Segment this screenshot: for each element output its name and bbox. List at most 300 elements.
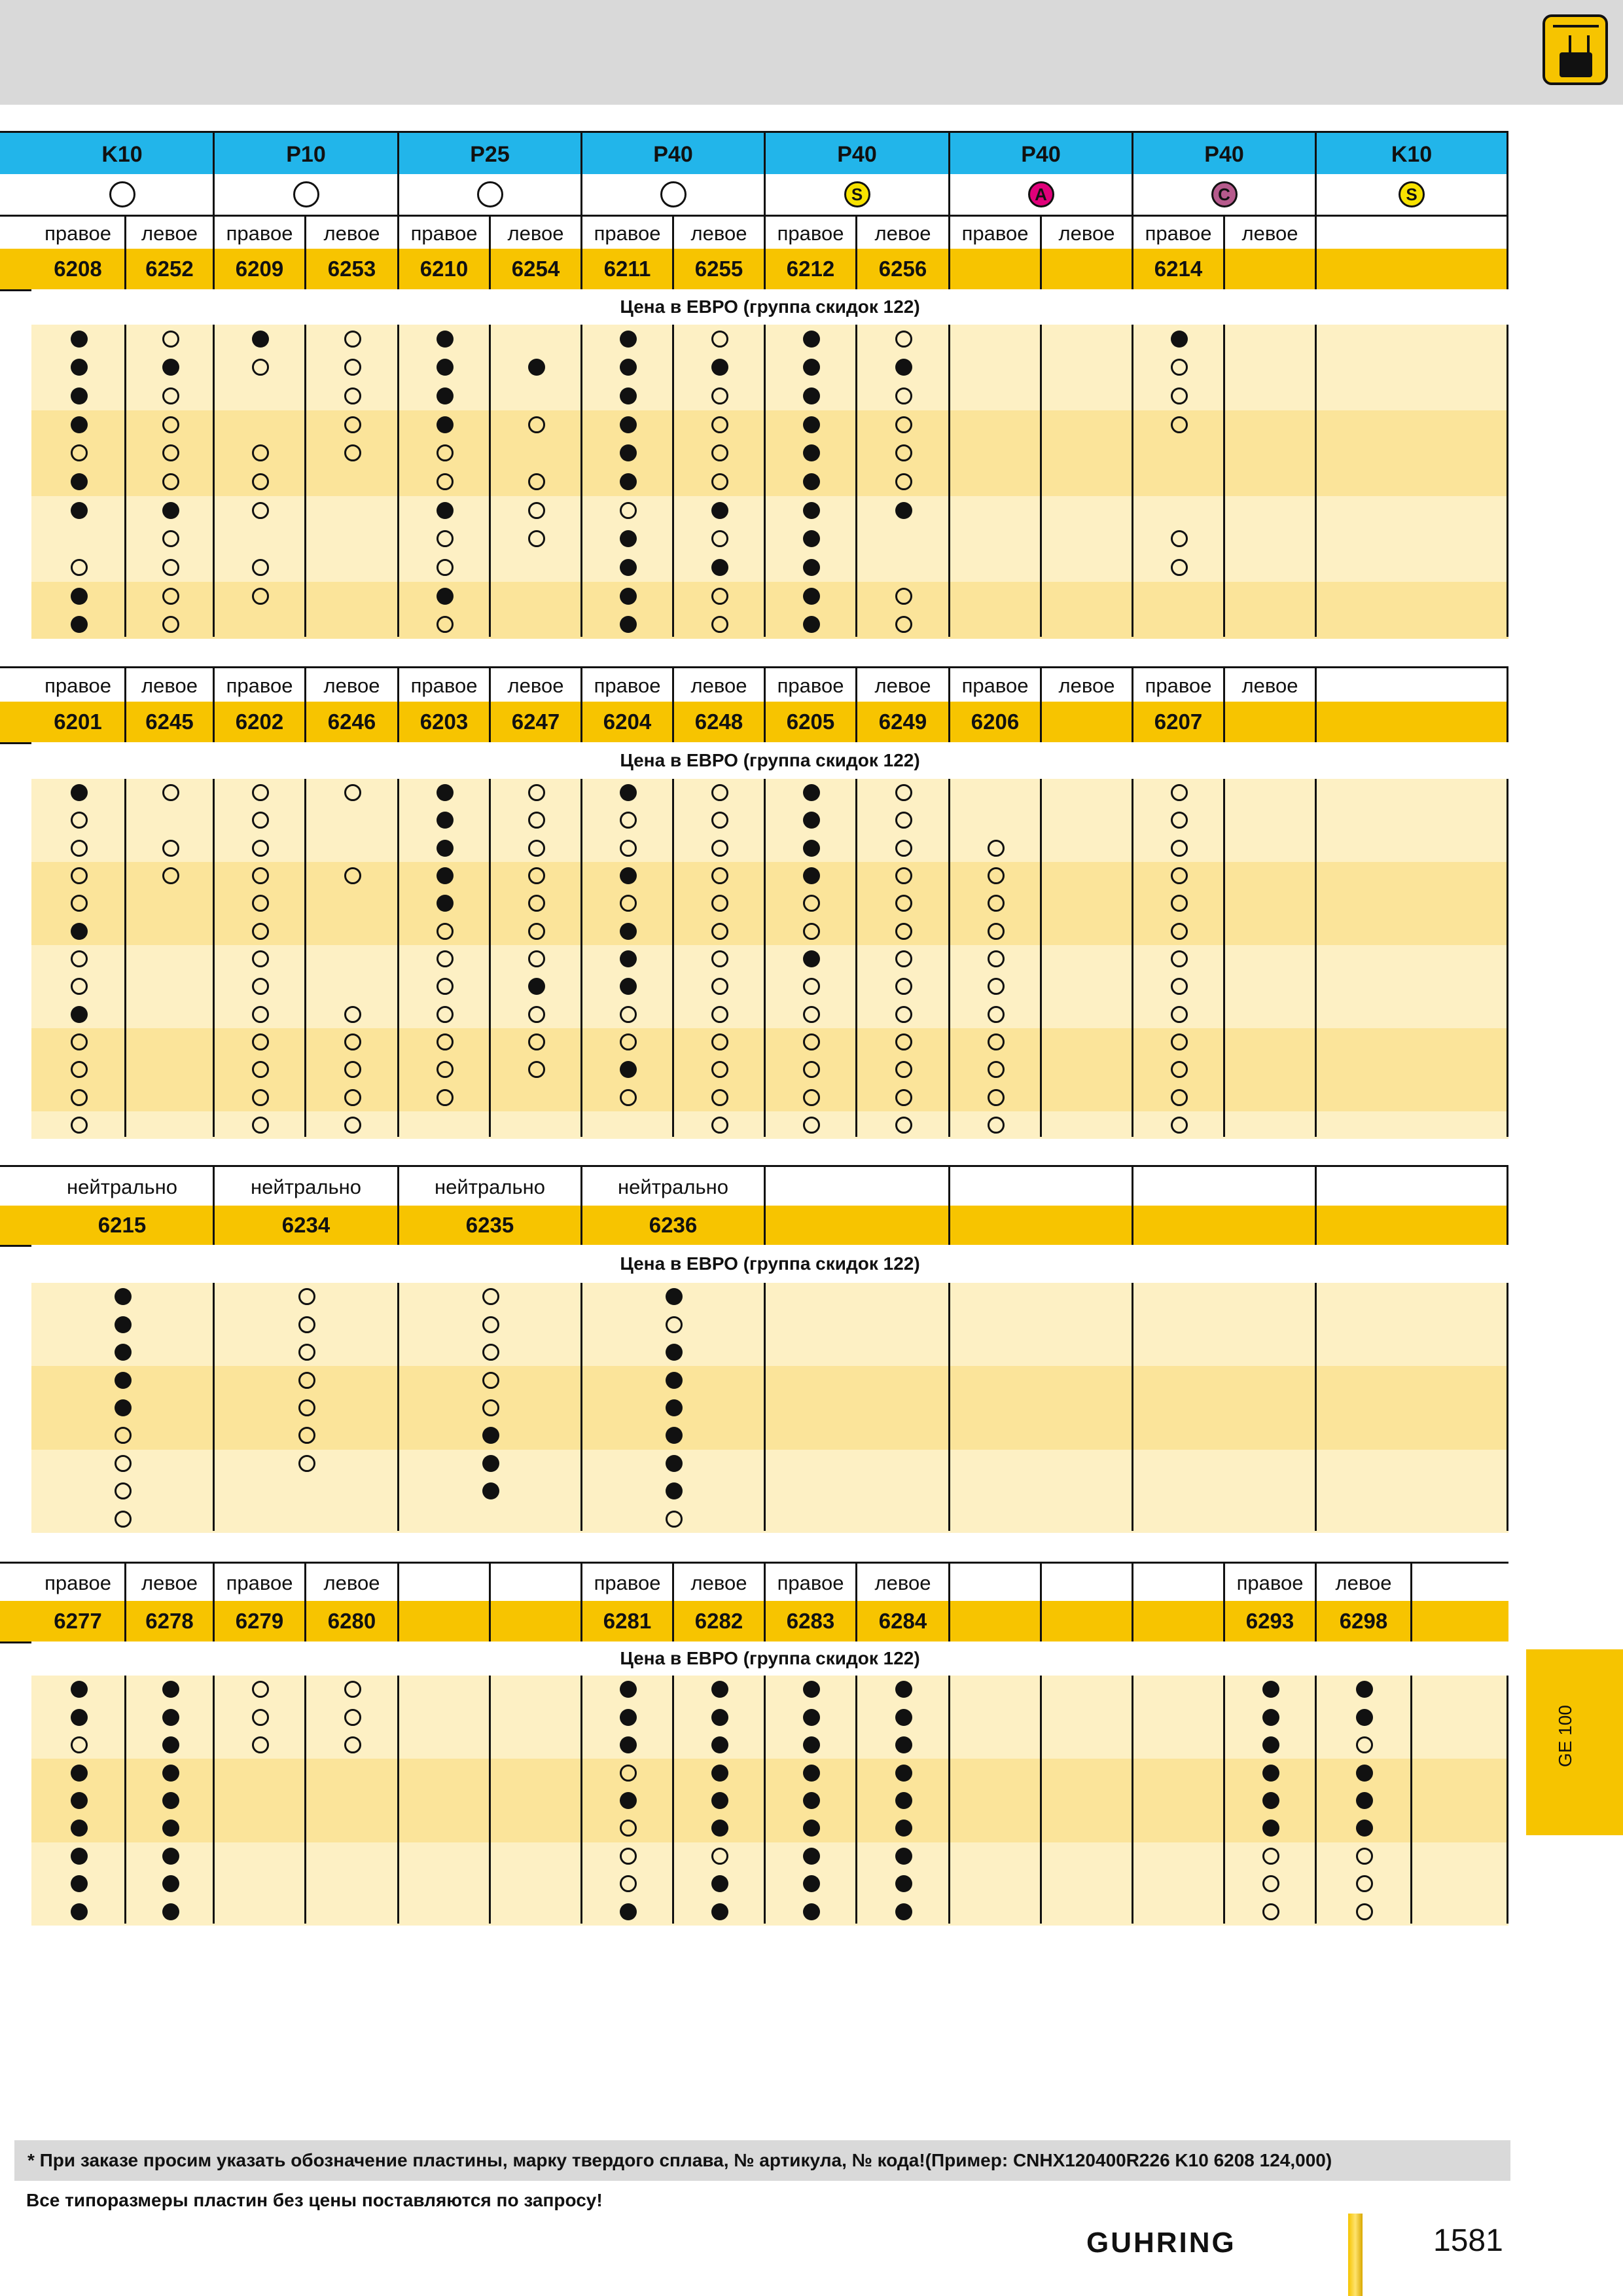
in-stock-dot xyxy=(71,1765,88,1782)
on-request-dot xyxy=(620,1033,637,1050)
on-request-dot xyxy=(437,950,454,967)
on-request-dot xyxy=(252,588,269,605)
on-request-dot xyxy=(711,784,728,801)
article-code: 6284 xyxy=(857,1601,950,1641)
in-stock-dot xyxy=(620,616,637,633)
on-request-dot xyxy=(803,923,820,940)
article-code: 6211 xyxy=(582,249,674,289)
in-stock-dot xyxy=(71,1875,88,1892)
on-request-dot xyxy=(895,923,912,940)
in-stock-dot xyxy=(1171,331,1188,348)
on-request-dot xyxy=(528,416,545,433)
in-stock-dot xyxy=(895,502,912,519)
on-request-dot xyxy=(71,1033,88,1050)
article-code: 6246 xyxy=(306,702,399,742)
in-stock-dot xyxy=(71,387,88,404)
orientation-label: правое xyxy=(1225,1564,1317,1603)
article-code: 6248 xyxy=(674,702,766,742)
orientation-label: правое xyxy=(215,668,306,704)
price-group-label: Цена в ЕВРО (группа скидок 122) xyxy=(31,1641,1508,1677)
on-request-dot xyxy=(437,473,454,490)
in-stock-dot xyxy=(803,1765,820,1782)
on-request-dot xyxy=(803,1006,820,1023)
grid-column xyxy=(1042,779,1133,1137)
on-request-dot xyxy=(895,1033,912,1050)
orientation-label: правое xyxy=(31,217,126,251)
article-code xyxy=(1133,1601,1225,1641)
on-request-dot xyxy=(71,1061,88,1078)
grade-label: P25 xyxy=(399,133,582,176)
in-stock-dot xyxy=(620,923,637,940)
in-stock-dot xyxy=(803,588,820,605)
price-group-label: Цена в ЕВРО (группа скидок 122) xyxy=(31,1245,1508,1285)
on-request-dot xyxy=(1171,840,1188,857)
article-code: 6206 xyxy=(950,702,1042,742)
on-request-dot xyxy=(252,867,269,884)
on-request-dot xyxy=(895,416,912,433)
grid-column xyxy=(766,1283,950,1531)
article-code xyxy=(1317,249,1508,289)
orientation-label: правое xyxy=(399,217,491,251)
on-request-dot xyxy=(1171,1089,1188,1106)
on-request-dot xyxy=(988,923,1005,940)
article-code: 6280 xyxy=(306,1601,399,1641)
grid-column xyxy=(306,779,399,1137)
in-stock-dot xyxy=(711,1903,728,1920)
on-request-dot xyxy=(437,923,454,940)
orientation-label xyxy=(1133,1564,1225,1603)
orientation-label xyxy=(399,1564,491,1603)
orientation-label xyxy=(766,1167,950,1208)
orientation-label-row xyxy=(0,1562,1508,1605)
on-request-dot xyxy=(1171,784,1188,801)
in-stock-dot xyxy=(803,784,820,801)
in-stock-dot xyxy=(803,1848,820,1865)
orientation-label: левое xyxy=(126,217,215,251)
in-stock-dot xyxy=(803,416,820,433)
uncoated-circle-icon xyxy=(477,181,503,207)
orientation-label xyxy=(1133,1167,1317,1208)
on-request-dot xyxy=(988,1089,1005,1106)
in-stock-dot xyxy=(620,1792,637,1809)
orientation-label: правое xyxy=(1133,668,1225,704)
uncoated-circle-icon xyxy=(660,181,687,207)
orientation-label: левое xyxy=(1225,668,1317,704)
on-request-dot xyxy=(344,416,361,433)
in-stock-dot xyxy=(620,331,637,348)
in-stock-dot xyxy=(803,331,820,348)
in-stock-dot xyxy=(1356,1765,1373,1782)
grid-column xyxy=(1317,779,1508,1137)
on-request-dot xyxy=(711,416,728,433)
on-request-dot xyxy=(620,840,637,857)
coating-cell xyxy=(1317,174,1508,215)
on-request-dot xyxy=(71,812,88,829)
article-code xyxy=(399,1601,491,1641)
orientation-label: левое xyxy=(857,1564,950,1603)
on-request-dot xyxy=(528,473,545,490)
on-request-dot xyxy=(252,502,269,519)
in-stock-dot xyxy=(115,1344,132,1361)
on-request-dot xyxy=(895,1089,912,1106)
coating-cell xyxy=(31,174,215,215)
article-code: 6201 xyxy=(31,702,126,742)
in-stock-dot xyxy=(620,1709,637,1726)
in-stock-dot xyxy=(711,1792,728,1809)
in-stock-dot xyxy=(895,1848,912,1865)
on-request-dot xyxy=(1171,867,1188,884)
in-stock-dot xyxy=(895,1736,912,1753)
article-code: 6210 xyxy=(399,249,491,289)
in-stock-dot xyxy=(803,1736,820,1753)
in-stock-dot xyxy=(162,1765,179,1782)
availability-grid xyxy=(31,779,1508,1139)
on-request-dot xyxy=(437,559,454,576)
on-request-dot xyxy=(482,1316,499,1333)
coating-cell xyxy=(582,174,766,215)
grid-column xyxy=(399,1676,491,1924)
on-request-dot xyxy=(528,867,545,884)
on-request-dot xyxy=(252,840,269,857)
article-code: 6234 xyxy=(215,1206,399,1245)
on-request-dot xyxy=(344,1117,361,1134)
in-stock-dot xyxy=(895,1709,912,1726)
on-request-dot xyxy=(988,950,1005,967)
on-request-dot xyxy=(803,1089,820,1106)
on-request-dot xyxy=(162,867,179,884)
in-stock-dot xyxy=(666,1455,683,1472)
grade-label: P40 xyxy=(766,133,950,176)
in-stock-dot xyxy=(803,616,820,633)
grid-column xyxy=(1133,1676,1225,1924)
on-request-dot xyxy=(620,502,637,519)
in-stock-dot xyxy=(437,784,454,801)
on-request-dot xyxy=(162,588,179,605)
article-code: 6282 xyxy=(674,1601,766,1641)
article-code-row xyxy=(0,249,1508,291)
in-stock-dot xyxy=(71,1681,88,1698)
on-request-dot xyxy=(620,1765,637,1782)
on-request-dot xyxy=(711,923,728,940)
orientation-label xyxy=(1317,217,1508,251)
grid-column xyxy=(1133,1283,1317,1531)
in-stock-dot xyxy=(803,473,820,490)
availability-grid xyxy=(31,325,1508,639)
article-code xyxy=(950,249,1042,289)
on-request-dot xyxy=(482,1372,499,1389)
article-code-row xyxy=(0,702,1508,744)
article-code xyxy=(1317,1206,1508,1245)
in-stock-dot xyxy=(1262,1736,1279,1753)
in-stock-dot xyxy=(803,1903,820,1920)
on-request-dot xyxy=(344,1709,361,1726)
in-stock-dot xyxy=(803,1792,820,1809)
in-stock-dot xyxy=(620,867,637,884)
grid-column xyxy=(950,1283,1133,1531)
on-request-dot xyxy=(1356,1736,1373,1753)
page-number: 1581 xyxy=(1433,2223,1503,2258)
in-stock-dot xyxy=(437,588,454,605)
orientation-label: правое xyxy=(1133,217,1225,251)
grade-label: K10 xyxy=(1317,133,1508,176)
article-code: 6207 xyxy=(1133,702,1225,742)
on-request-dot xyxy=(711,1089,728,1106)
orientation-label: левое xyxy=(674,217,766,251)
availability-grid xyxy=(31,1676,1508,1926)
on-request-dot xyxy=(528,923,545,940)
in-stock-dot xyxy=(437,416,454,433)
on-request-dot xyxy=(711,1006,728,1023)
article-code xyxy=(1042,702,1133,742)
side-tab-label: GE 100 xyxy=(1555,1705,1575,1767)
on-request-dot xyxy=(252,784,269,801)
orientation-label: левое xyxy=(306,217,399,251)
in-stock-dot xyxy=(115,1316,132,1333)
on-request-dot xyxy=(1171,1006,1188,1023)
on-request-dot xyxy=(803,1117,820,1134)
orientation-label: правое xyxy=(215,217,306,251)
grid-column xyxy=(491,1676,582,1924)
on-request-dot xyxy=(162,616,179,633)
orientation-label: левое xyxy=(1225,217,1317,251)
in-stock-dot xyxy=(115,1399,132,1416)
grid-column xyxy=(1225,325,1317,637)
article-code xyxy=(1042,1601,1133,1641)
grid-column xyxy=(950,1676,1042,1924)
article-code: 6245 xyxy=(126,702,215,742)
orientation-label xyxy=(1317,1167,1508,1208)
on-request-dot xyxy=(298,1399,315,1416)
grade-header-row xyxy=(0,131,1508,178)
in-stock-dot xyxy=(711,502,728,519)
in-stock-dot xyxy=(162,1848,179,1865)
orientation-label: правое xyxy=(950,668,1042,704)
on-request-dot xyxy=(71,559,88,576)
on-request-dot xyxy=(1171,387,1188,404)
in-stock-dot xyxy=(71,502,88,519)
price-group-label: Цена в ЕВРО (группа скидок 122) xyxy=(31,742,1508,781)
orientation-label: правое xyxy=(215,1564,306,1603)
on-request-dot xyxy=(115,1455,132,1472)
article-code: 6215 xyxy=(31,1206,215,1245)
on-request-dot xyxy=(71,867,88,884)
grid-column xyxy=(1412,1676,1508,1924)
in-stock-dot xyxy=(71,616,88,633)
orientation-label: левое xyxy=(1042,217,1133,251)
on-request-dot xyxy=(71,1117,88,1134)
in-stock-dot xyxy=(437,867,454,884)
orientation-label: правое xyxy=(766,217,857,251)
coating-cell xyxy=(215,174,399,215)
on-request-dot xyxy=(162,444,179,461)
on-request-dot xyxy=(344,867,361,884)
grid-column xyxy=(1317,1283,1508,1531)
grade-label: P40 xyxy=(1133,133,1317,176)
on-request-dot xyxy=(252,923,269,940)
on-request-dot xyxy=(895,1117,912,1134)
article-code xyxy=(950,1601,1042,1641)
orientation-label-row xyxy=(0,215,1508,253)
in-stock-dot xyxy=(437,502,454,519)
in-stock-dot xyxy=(711,1765,728,1782)
in-stock-dot xyxy=(437,331,454,348)
on-request-dot xyxy=(711,473,728,490)
orientation-label: левое xyxy=(126,668,215,704)
on-request-dot xyxy=(1262,1848,1279,1865)
in-stock-dot xyxy=(711,1736,728,1753)
on-request-dot xyxy=(895,387,912,404)
side-tab xyxy=(1526,1649,1623,1835)
in-stock-dot xyxy=(71,588,88,605)
in-stock-dot xyxy=(620,1903,637,1920)
orientation-label xyxy=(950,1564,1042,1603)
gold-bar-decoration xyxy=(1348,2214,1363,2296)
on-request-dot xyxy=(71,950,88,967)
article-code xyxy=(1225,249,1317,289)
on-request-dot xyxy=(988,1006,1005,1023)
article-code: 6204 xyxy=(582,702,674,742)
article-code: 6212 xyxy=(766,249,857,289)
coating-a-icon: A xyxy=(1028,181,1054,207)
on-request-dot xyxy=(71,895,88,912)
on-request-dot xyxy=(895,1006,912,1023)
on-request-dot xyxy=(162,331,179,348)
coating-cell xyxy=(950,174,1133,215)
footnote: * При заказе просим указать обозначение пластины, марку твердого сплава, № артикула, № кода!(Пример: CNHX120400R226 K10 6208 124,000) xyxy=(14,2140,1510,2181)
on-request-dot xyxy=(1171,559,1188,576)
in-stock-dot xyxy=(162,1709,179,1726)
grid-column xyxy=(1317,325,1508,637)
orientation-label-row xyxy=(0,1165,1508,1210)
article-code: 6277 xyxy=(31,1601,126,1641)
orientation-label: левое xyxy=(126,1564,215,1603)
orientation-label: левое xyxy=(306,1564,399,1603)
orientation-label: левое xyxy=(857,217,950,251)
on-request-dot xyxy=(71,444,88,461)
on-request-dot xyxy=(344,784,361,801)
article-code: 6235 xyxy=(399,1206,582,1245)
on-request-dot xyxy=(711,1848,728,1865)
article-code: 6256 xyxy=(857,249,950,289)
article-code: 6279 xyxy=(215,1601,306,1641)
on-request-dot xyxy=(162,387,179,404)
in-stock-dot xyxy=(71,359,88,376)
on-request-dot xyxy=(344,1033,361,1050)
on-request-dot xyxy=(1171,416,1188,433)
article-code xyxy=(766,1206,950,1245)
on-request-dot xyxy=(895,867,912,884)
on-request-dot xyxy=(252,950,269,967)
grade-label: P40 xyxy=(950,133,1133,176)
orientation-label: левое xyxy=(306,668,399,704)
in-stock-dot xyxy=(620,784,637,801)
article-code xyxy=(1317,702,1508,742)
on-request-dot xyxy=(1171,950,1188,967)
in-stock-dot xyxy=(620,588,637,605)
article-code-row xyxy=(0,1206,1508,1247)
on-request-dot xyxy=(666,1316,683,1333)
article-code: 6249 xyxy=(857,702,950,742)
in-stock-dot xyxy=(803,950,820,967)
on-request-dot xyxy=(71,1736,88,1753)
in-stock-dot xyxy=(162,359,179,376)
grid-column xyxy=(1042,1676,1133,1924)
in-stock-dot xyxy=(620,559,637,576)
coating-cell xyxy=(1133,174,1317,215)
on-request-dot xyxy=(988,840,1005,857)
in-stock-dot xyxy=(620,387,637,404)
orientation-label: нейтрально xyxy=(31,1167,215,1208)
on-request-dot xyxy=(482,1344,499,1361)
in-stock-dot xyxy=(71,473,88,490)
in-stock-dot xyxy=(803,559,820,576)
on-request-dot xyxy=(162,840,179,857)
on-request-dot xyxy=(344,1089,361,1106)
article-code: 6205 xyxy=(766,702,857,742)
in-stock-dot xyxy=(71,416,88,433)
article-code: 6214 xyxy=(1133,249,1225,289)
in-stock-dot xyxy=(666,1344,683,1361)
in-stock-dot xyxy=(620,416,637,433)
orientation-label: левое xyxy=(491,217,582,251)
on-request-dot xyxy=(895,331,912,348)
in-stock-dot xyxy=(71,1903,88,1920)
in-stock-dot xyxy=(482,1455,499,1472)
coating-symbol-row xyxy=(0,174,1508,217)
on-request-dot xyxy=(528,950,545,967)
coating-c-icon: C xyxy=(1211,181,1238,207)
on-request-dot xyxy=(711,616,728,633)
in-stock-dot xyxy=(162,1792,179,1809)
grid-column xyxy=(1042,325,1133,637)
on-request-dot xyxy=(1171,923,1188,940)
orientation-label xyxy=(491,1564,582,1603)
orientation-label: левое xyxy=(674,668,766,704)
in-stock-dot xyxy=(71,1709,88,1726)
on-request-dot xyxy=(252,1709,269,1726)
in-stock-dot xyxy=(895,1765,912,1782)
article-code: 6209 xyxy=(215,249,306,289)
grade-label: K10 xyxy=(31,133,215,176)
machine-tool-icon xyxy=(1543,14,1608,85)
in-stock-dot xyxy=(71,1820,88,1837)
on-request-dot xyxy=(895,784,912,801)
on-request-dot xyxy=(437,616,454,633)
on-request-dot xyxy=(252,559,269,576)
in-stock-dot xyxy=(162,1681,179,1698)
grid-column xyxy=(126,779,215,1137)
orientation-label: правое xyxy=(399,668,491,704)
on-request-dot xyxy=(528,1033,545,1050)
orientation-label: правое xyxy=(31,1564,126,1603)
in-stock-dot xyxy=(620,473,637,490)
on-request-dot xyxy=(162,530,179,547)
in-stock-dot xyxy=(711,1709,728,1726)
on-request-dot xyxy=(620,1089,637,1106)
article-code: 6281 xyxy=(582,1601,674,1641)
on-request-dot xyxy=(528,502,545,519)
on-request-dot xyxy=(252,1089,269,1106)
article-code: 6278 xyxy=(126,1601,215,1641)
on-request-dot xyxy=(252,1736,269,1753)
in-stock-dot xyxy=(115,1372,132,1389)
on-request-dot xyxy=(437,1006,454,1023)
on-request-dot xyxy=(803,1033,820,1050)
in-stock-dot xyxy=(1262,1792,1279,1809)
article-code: 6236 xyxy=(582,1206,766,1245)
on-request-dot xyxy=(620,1006,637,1023)
on-request-dot xyxy=(71,978,88,995)
